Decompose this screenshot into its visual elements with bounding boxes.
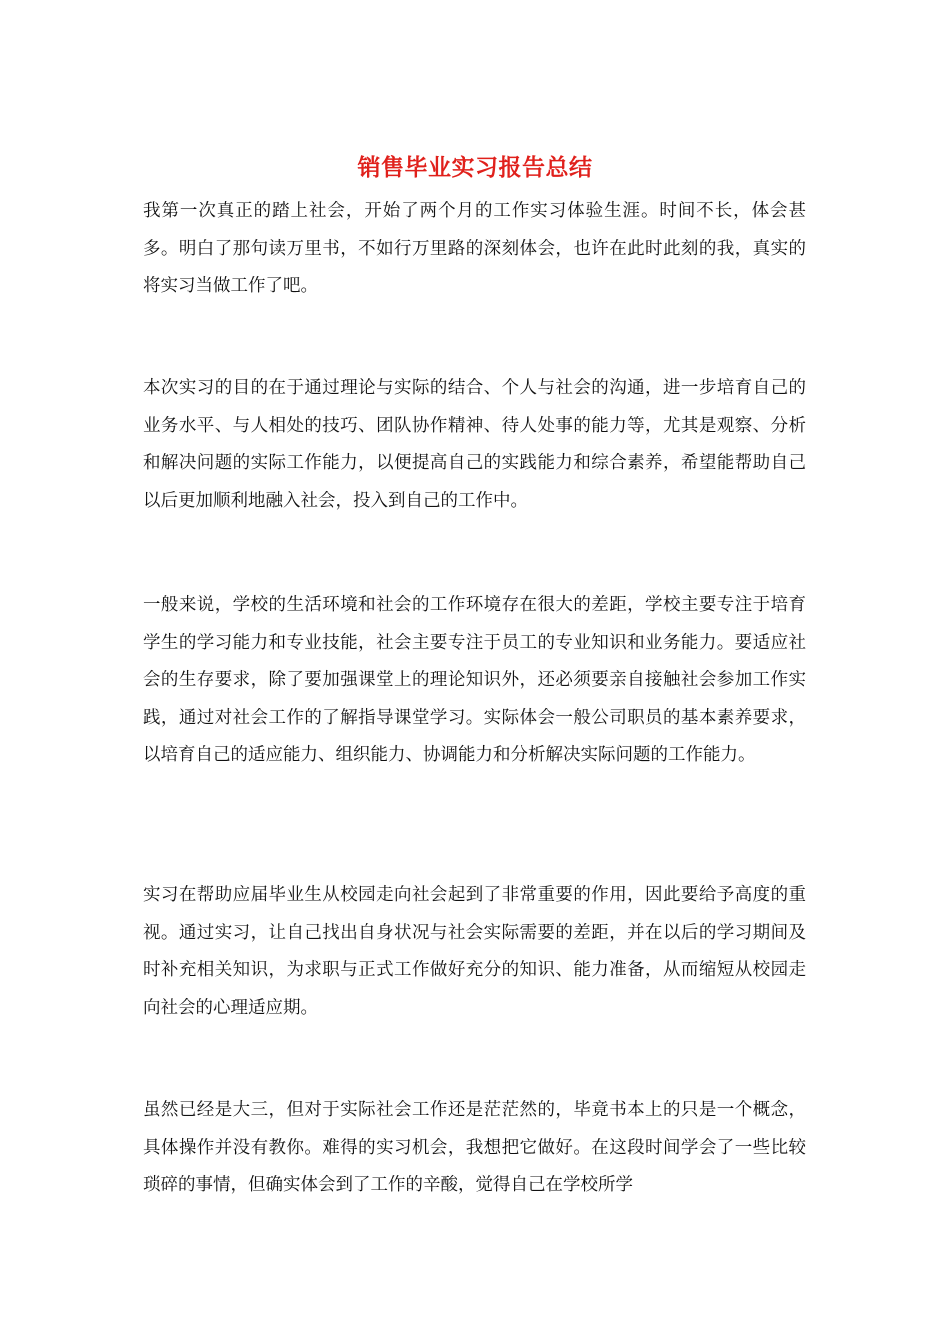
paragraph-3: 一般来说，学校的生活环境和社会的工作环境存在很大的差距，学校主要专注于培育学生的学习能力和专业技能，社会主要专注于员工的专业知识和业务能力。要适应社会的生存要求，除了要加强课堂上的理论知识外，还必须要亲自接触社会参加工作实践，通过对社会工作的了解指导课堂学习。实际体会一般公司职员的基本素养要求，以培育自己的适应能力、组织能力、协调能力和分析解决实际问题的工作能力。 (143, 595, 806, 765)
paragraph-4: 实习在帮助应届毕业生从校园走向社会起到了非常重要的作用，因此要给予高度的重视。通过实习，让自己找出自身状况与社会实际需要的差距，并在以后的学习期间及时补充相关知识，为求职与正式工作做好充分的知识、能力准备，从而缩短从校园走向社会的心理适应期。 (143, 885, 806, 1018)
paragraph-2: 本次实习的目的在于通过理论与实际的结合、个人与社会的沟通，进一步培育自己的业务水平、与人相处的技巧、团队协作精神、待人处事的能力等，尤其是观察、分析和解决问题的实际工作能力，以便提高自己的实践能力和综合素养，希望能帮助自己以后更加顺利地融入社会，投入到自己的工作中。 (143, 378, 806, 511)
document-title: 销售毕业实习报告总结 (357, 154, 593, 181)
paragraph-5: 虽然已经是大三，但对于实际社会工作还是茫茫然的，毕竟书本上的只是一个概念，具体操作并没有教你。难得的实习机会，我想把它做好。在这段时间学会了一些比较琐碎的事情，但确实体会到了工作的辛酸，觉得自己在学校所学 (143, 1100, 806, 1195)
paragraph-1: 我第一次真正的踏上社会，开始了两个月的工作实习体验生涯。时间不长，体会甚多。明白了那句读万里书，不如行万里路的深刻体会，也许在此时此刻的我，真实的将实习当做工作了吧。 (143, 201, 806, 296)
